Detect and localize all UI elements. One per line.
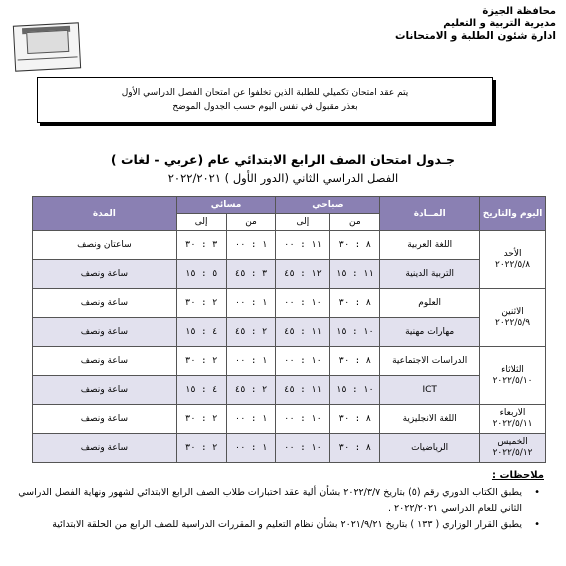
- subject-cell: اللغة العربية: [380, 231, 480, 260]
- evening-from-cell: ١ : ٠٠: [226, 347, 276, 376]
- day-cell: [480, 405, 546, 434]
- note-text: يطبق الكتاب الدوري رقم (٥) بتاريخ ٢٠٢٢/٣/٧ بشأن ألية عقد اختبارات طلاب الصف الرابع الابتدائي لشهور ونهاية الفصل الدراسي الثاني للعام الدراسي ٢٠٢٢/٢٠٢١ .: [18, 487, 522, 514]
- evening-from-cell: ١ : ٠٠: [226, 231, 276, 260]
- header-subject: المــادة: [380, 197, 480, 231]
- day-date: ٢٠٢٢/٥/١٢: [492, 448, 533, 458]
- evening-to-cell: ٤ : ١٥: [176, 318, 226, 347]
- day-name: الاثنين: [501, 306, 524, 317]
- duration-cell: ساعتان ونصف: [33, 231, 177, 260]
- header-morning: صباحي: [276, 197, 380, 214]
- header-morning-to: إلى: [276, 214, 330, 231]
- evening-from-cell: ١ : ٠٠: [226, 434, 276, 463]
- morning-to-cell: ١٠ : ٠٠: [276, 289, 330, 318]
- bullet-icon: •: [534, 519, 540, 530]
- notice-line-2: بعذر مقبول في نفس اليوم حسب الجدول الموضح: [172, 102, 358, 112]
- morning-from-cell: ٨ : ٣٠: [330, 347, 380, 376]
- table-row: [33, 231, 546, 260]
- morning-to-cell: ١٢ : ٤٥: [276, 260, 330, 289]
- page-subtitle: الفصل الدراسي الثاني (الدور الأول ) ٢٠٢٢/٢٠٢١: [167, 171, 399, 185]
- table-row: [33, 405, 546, 434]
- evening-to-cell: ٤ : ١٥: [176, 376, 226, 405]
- table-row: [33, 434, 546, 463]
- evening-to-cell: ٣ : ٣٠: [176, 231, 226, 260]
- logo-building-icon: [26, 30, 69, 54]
- morning-to-cell: ١١ : ٤٥: [276, 318, 330, 347]
- morning-from-cell: ٨ : ٣٠: [330, 434, 380, 463]
- notice-box: [37, 77, 493, 123]
- header-evening-from: من: [226, 214, 276, 231]
- page-title: جـدول امتحان الصف الرابع الابتدائي عام (عربي - لغات ): [110, 152, 456, 167]
- duration-cell: ساعة ونصف: [33, 405, 177, 434]
- notes-section: [4, 470, 544, 533]
- duration-cell: ساعة ونصف: [33, 376, 177, 405]
- directorate-header: [395, 6, 556, 42]
- morning-from-cell: ٨ : ٣٠: [330, 405, 380, 434]
- evening-from-cell: ١ : ٠٠: [226, 405, 276, 434]
- evening-to-cell: ٢ : ٣٠: [176, 434, 226, 463]
- morning-from-cell: ٨ : ٣٠: [330, 231, 380, 260]
- morning-to-cell: ١٠ : ٠٠: [276, 347, 330, 376]
- duration-cell: ساعة ونصف: [33, 347, 177, 376]
- subject-cell: الرياضيات: [380, 434, 480, 463]
- duration-cell: ساعة ونصف: [33, 434, 177, 463]
- day-date: ٢٠٢٢/٥/٨: [495, 259, 531, 270]
- header-day: اليوم والتاريخ: [480, 197, 546, 231]
- exam-schedule-table: [32, 196, 546, 463]
- subject-cell: الدراسات الاجتماعية: [380, 347, 480, 376]
- morning-from-cell: ١٠ : ١٥: [330, 318, 380, 347]
- note-text: يطبق القرار الوزاري ( ١٣٣ ) بتاريخ ٢٠٢١/٩/٢١ بشأن نظام التعليم و المقررات الدراسية للصف الرابع من الحلقة الابتدائية: [52, 519, 522, 530]
- day-name: الأحد: [503, 248, 522, 259]
- morning-from-cell: ١١ : ١٥: [330, 260, 380, 289]
- header-morning-from: من: [330, 214, 380, 231]
- header-evening: مسائي: [176, 197, 276, 214]
- duration-cell: ساعة ونصف: [33, 260, 177, 289]
- bullet-icon: •: [534, 487, 540, 498]
- table-row: [33, 289, 546, 318]
- morning-from-cell: ١٠ : ١٥: [330, 376, 380, 405]
- day-name: الثلاثاء: [501, 364, 524, 375]
- governorate-name: محافظة الجيزة: [482, 6, 556, 17]
- evening-from-cell: ٢ : ٤٥: [226, 318, 276, 347]
- evening-to-cell: ٢ : ٣٠: [176, 405, 226, 434]
- subject-cell: التربية الدينية: [380, 260, 480, 289]
- header-duration: المدة: [33, 197, 177, 231]
- duration-cell: ساعة ونصف: [33, 318, 177, 347]
- day-name: الخميس: [497, 437, 528, 447]
- note-item: [4, 517, 544, 533]
- header-evening-to: إلى: [176, 214, 226, 231]
- subject-cell: العلوم: [380, 289, 480, 318]
- day-name: الاربعاء: [499, 408, 526, 418]
- subject-cell: مهارات مهنية: [380, 318, 480, 347]
- day-date: ٢٠٢٢/٥/١٠: [492, 375, 533, 386]
- ministry-logo: [13, 22, 81, 71]
- morning-to-cell: ١٠ : ٠٠: [276, 405, 330, 434]
- logo-caption: [18, 56, 78, 68]
- table-row: [33, 318, 546, 347]
- morning-to-cell: ١٠ : ٠٠: [276, 434, 330, 463]
- table-row: [33, 347, 546, 376]
- evening-from-cell: ١ : ٠٠: [226, 289, 276, 318]
- notice-line-1: يتم عقد امتحان تكميلي للطلبة الذين تخلفوا عن امتحان الفصل الدراسي الأول: [121, 88, 409, 98]
- morning-to-cell: ١١ : ٤٥: [276, 376, 330, 405]
- day-cell: [480, 289, 546, 347]
- subject-cell: ICT: [380, 376, 480, 405]
- table-row: [33, 376, 546, 405]
- table-row: [33, 260, 546, 289]
- day-cell: [480, 434, 546, 463]
- subject-cell: اللغة الانجليزية: [380, 405, 480, 434]
- duration-cell: ساعة ونصف: [33, 289, 177, 318]
- notes-title: ملاحظات :: [491, 470, 544, 481]
- evening-from-cell: ٣ : ٤٥: [226, 260, 276, 289]
- day-cell: [480, 347, 546, 405]
- department-name: ادارة شئون الطلبة و الامتحانات: [395, 30, 556, 42]
- evening-from-cell: ٢ : ٤٥: [226, 376, 276, 405]
- day-cell: [480, 231, 546, 289]
- morning-from-cell: ٨ : ٣٠: [330, 289, 380, 318]
- day-date: ٢٠٢٢/٥/١١: [492, 419, 533, 429]
- evening-to-cell: ٢ : ٣٠: [176, 289, 226, 318]
- evening-to-cell: ٥ : ١٥: [176, 260, 226, 289]
- directorate-name: مديرية التربية و التعليم: [443, 18, 556, 29]
- morning-to-cell: ١١ : ٠٠: [276, 231, 330, 260]
- note-item: [4, 485, 544, 517]
- evening-to-cell: ٢ : ٣٠: [176, 347, 226, 376]
- day-date: ٢٠٢٢/٥/٩: [495, 317, 531, 328]
